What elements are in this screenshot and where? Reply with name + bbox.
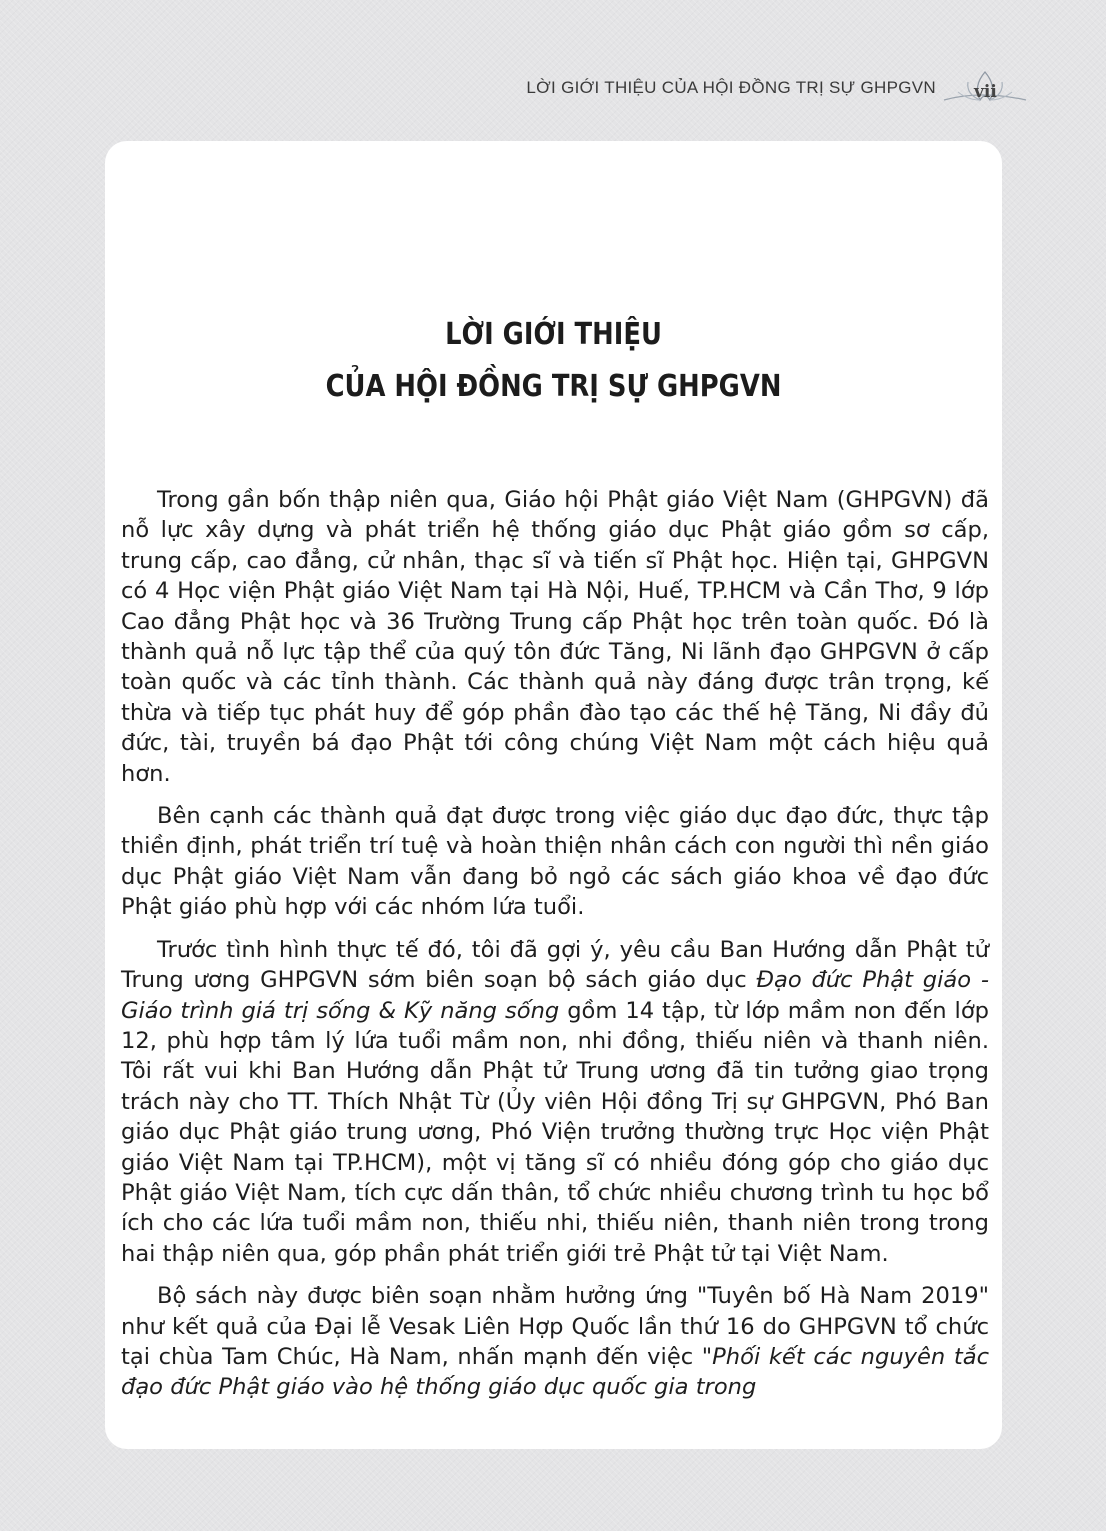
book-title-emphasis: Đạo đức Phật giáo - Giáo trình giá trị sống & Kỹ năng sống <box>121 967 989 1024</box>
paragraph-3-text-c: gồm 14 tập, từ lớp mầm non đến lớp 12, phù hợp tâm lý lứa tuổi mầm non, nhi đồng, thiếu niên và thanh niên. Tôi rất vui khi Ban Hướng dẫn Phật tử Trung ương đã tin tưởng giao trọng trách này cho TT. Thích Nhật Từ (Ủy viên Hội đồng Trị sự GHPGVN, Phó Ban giáo dục Phật giáo trung ương, Phó Viện trưởng thường trực Học viện Phật giáo Việt Nam tại TP.HCM), một vị tăng sĩ có nhiều đóng góp cho giáo dục Phật giáo Việt Nam, tích cực dấn thân, tổ chức nhiều chương trình tu học bổ ích cho các lứa tuổi mầm non, thiếu nhi, thiếu niên, thanh niên trong trong hai thập niên qua, góp phần phát triển giới trẻ Phật tử tại Việt Nam. <box>121 997 989 1267</box>
running-title: LỜI GIỚI THIỆU CỦA HỘI ĐỒNG TRỊ SỰ GHPGVN <box>526 78 936 97</box>
page-title <box>168 309 939 413</box>
quote-emphasis: Phối kết các nguyên tắc đạo đức Phật giáo vào hệ thống giáo dục quốc gia trong <box>121 1343 989 1401</box>
body-text <box>121 485 989 1415</box>
paragraph-2: Bên cạnh các thành quả đạt được trong việc giáo dục đạo đức, thực tập thiền định, phát triển trí tuệ và hoàn thiện nhân cách con người thì nền giáo dục Phật giáo Việt Nam vẫn đang bỏ ngỏ các sách giáo khoa về đạo đức Phật giáo phù hợp với các nhóm lứa tuổi. <box>121 803 989 921</box>
title-line-1: LỜI GIỚI THIỆU <box>445 317 662 352</box>
paragraph-4 <box>121 1281 989 1403</box>
paragraph-3 <box>121 935 989 1269</box>
running-header <box>0 70 1106 114</box>
paragraph-1: Trong gần bốn thập niên qua, Giáo hội Phật giáo Việt Nam (GHPGVN) đã nỗ lực xây dựng và phát triển hệ thống giáo dục Phật giáo gồm sơ cấp, trung cấp, cao đẳng, cử nhân, thạc sĩ và tiến sĩ Phật học. Hiện tại, GHPGVN có 4 Học viện Phật giáo Việt Nam tại Hà Nội, Huế, TP.HCM và Cần Thơ, 9 lớp Cao đẳng Phật học và 36 Trường Trung cấp Phật học trên toàn quốc. Đó là thành quả nỗ lực tập thể của quý tôn đức Tăng, Ni lãnh đạo GHPGVN ở cấp toàn quốc và các tỉnh thành. Các thành quả này đáng được trân trọng, kế thừa và tiếp tục phát huy để góp phần đào tạo các thế hệ Tăng, Ni đầy đủ đức, tài, truyền bá đạo Phật tới công chúng Việt Nam một cách hiệu quả hơn. <box>121 487 989 787</box>
title-line-2: CỦA HỘI ĐỒNG TRỊ SỰ GHPGVN <box>325 369 782 404</box>
content-card <box>105 141 1002 1449</box>
paragraph-3-text-a: Trước tình hình thực tế đó, tôi đã gợi ý, yêu cầu Ban Hướng dẫn Phật tử Trung ương GHPGVN sớm biên soạn bộ sách giáo dục <box>121 936 989 994</box>
paragraph-4-text-a: Bộ sách này được biên soạn nhằm hưởng ứng "Tuyên bố Hà Nam 2019" như kết quả của Đại lễ Vesak Liên Hợp Quốc lần thứ 16 do GHPGVN tổ chức tại chùa Tam Chúc, Hà Nam, nhấn mạnh đến việc " <box>121 1283 989 1370</box>
page-number: vii <box>974 82 997 102</box>
